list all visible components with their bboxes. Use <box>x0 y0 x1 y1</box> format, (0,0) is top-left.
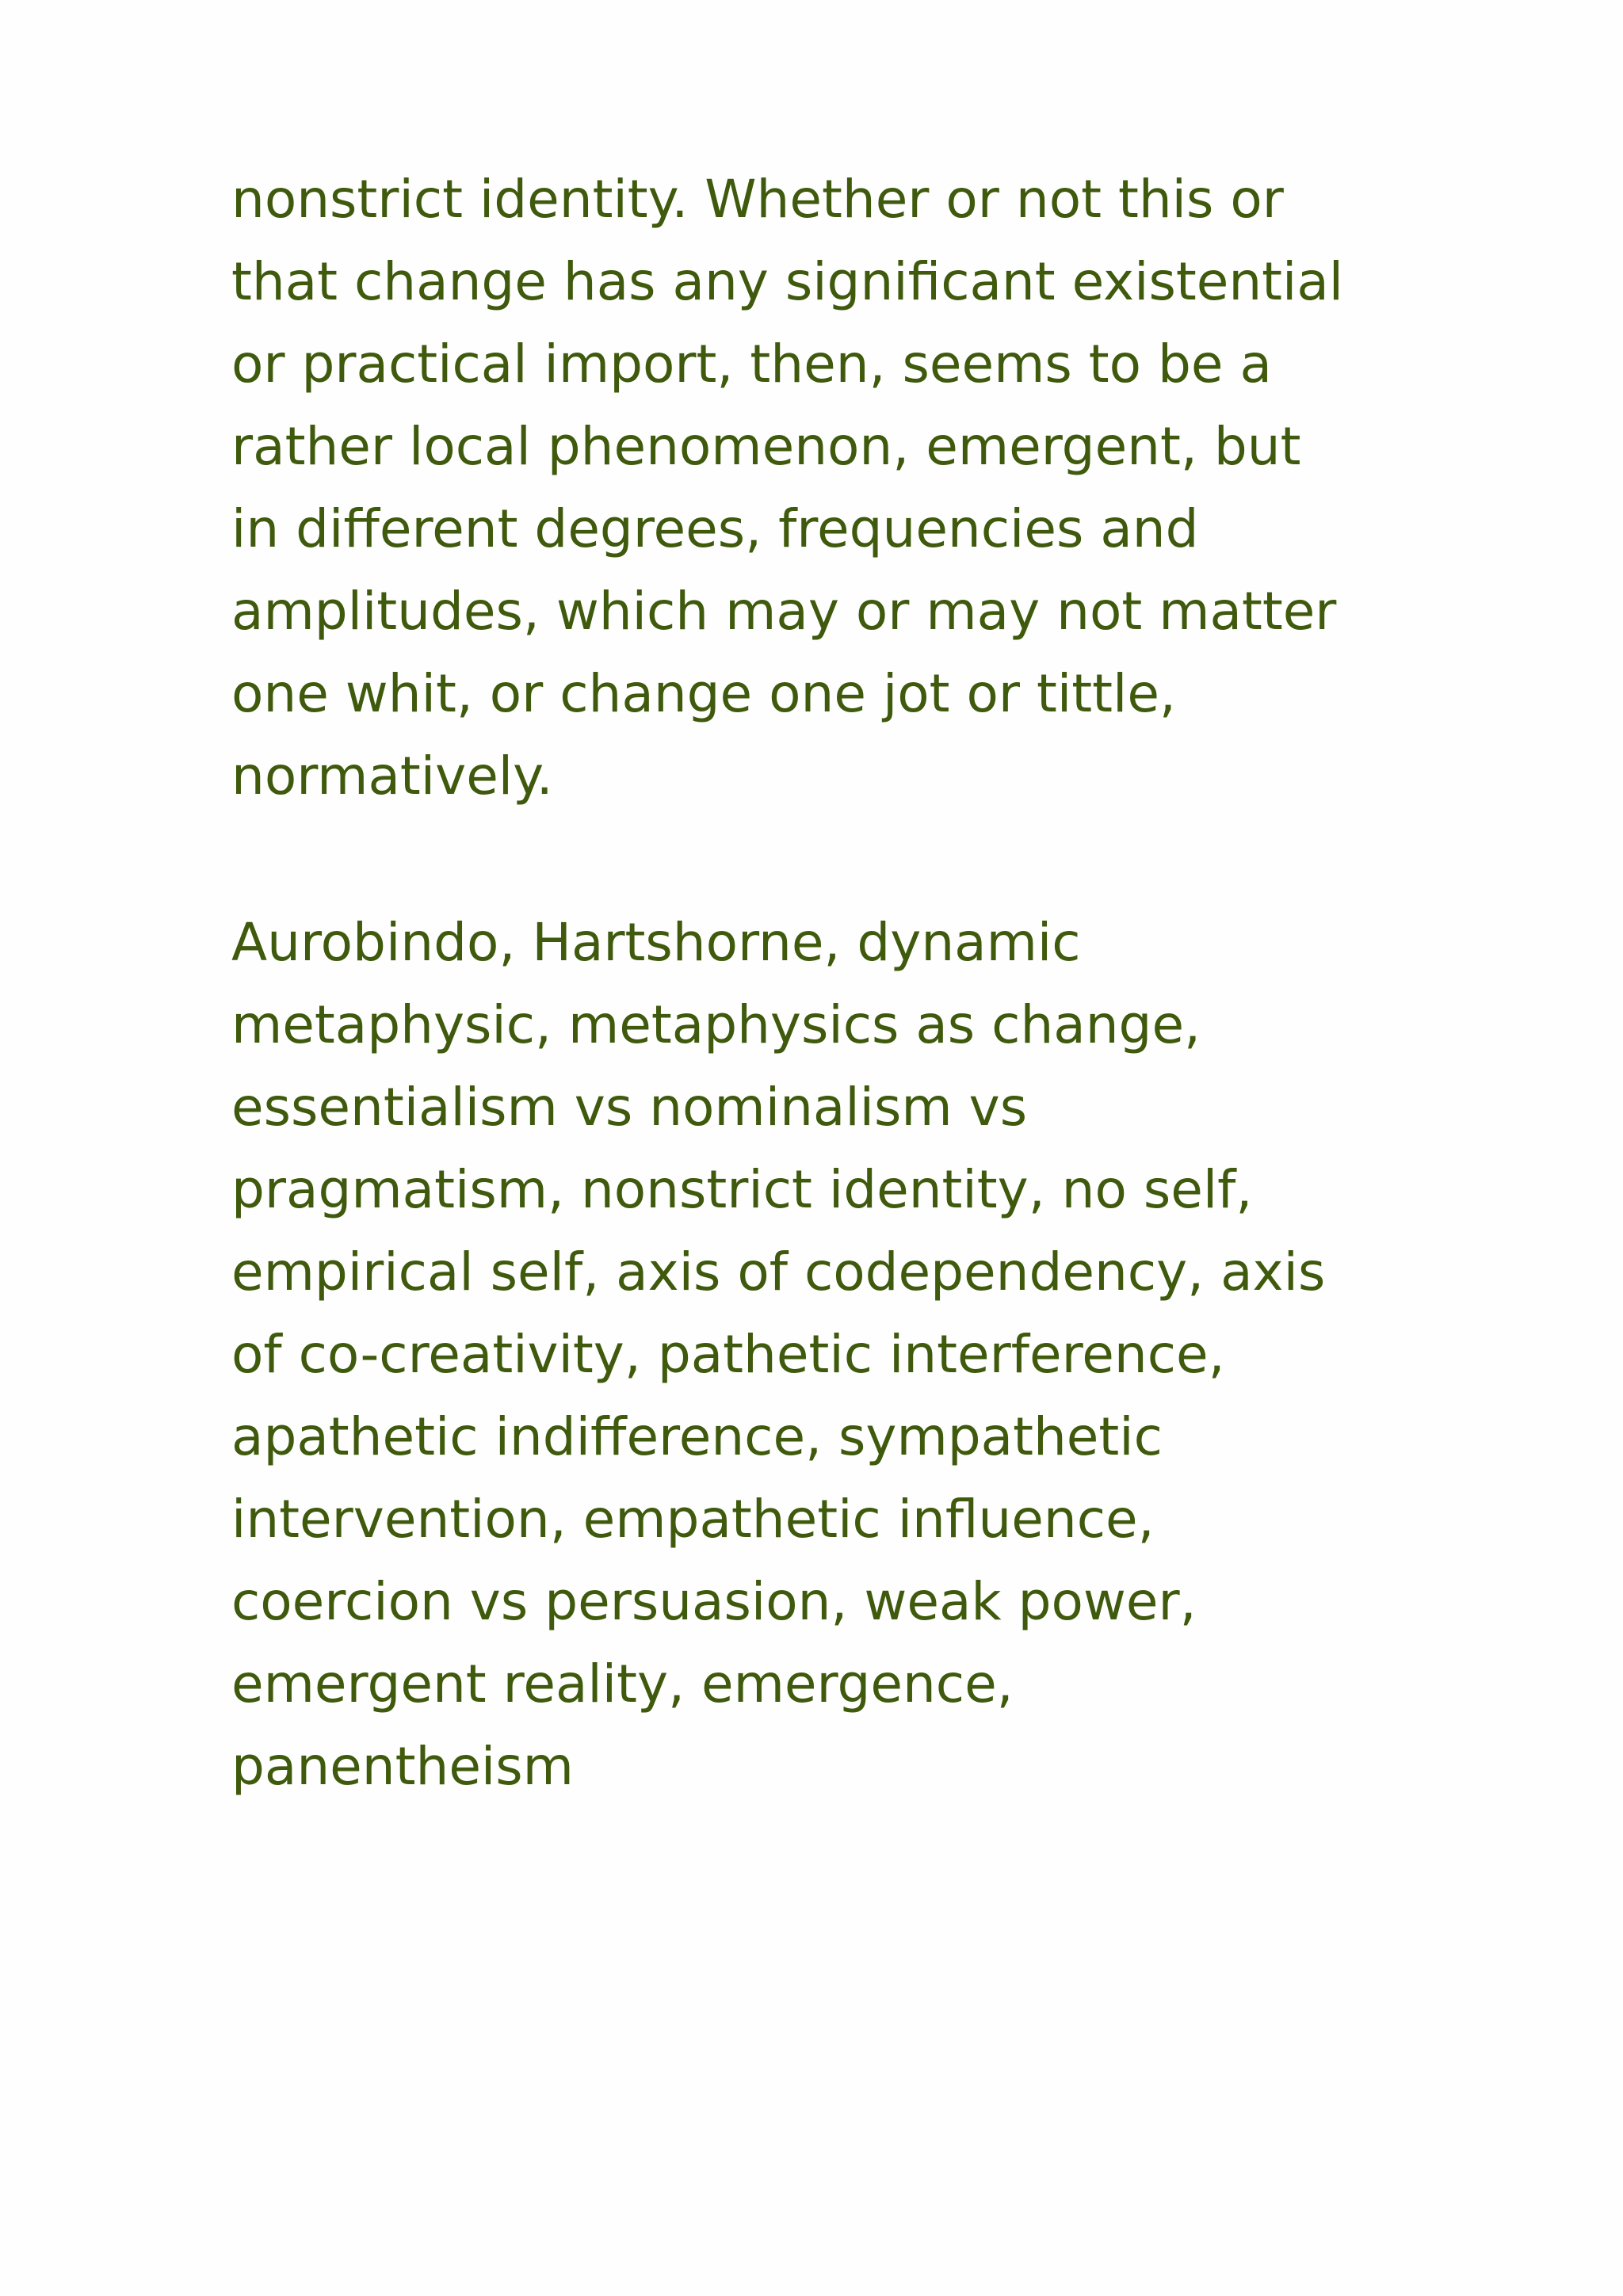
text-line: emergent reality, emergence, <box>231 1653 1014 1714</box>
text-line: intervention, empathetic influence, <box>231 1489 1155 1550</box>
text-line: coercion vs persuasion, weak power, <box>231 1571 1197 1632</box>
text-line: Aurobindo, Hartshorne, dynamic <box>231 912 1081 973</box>
paragraph-closing-text <box>231 158 1468 818</box>
text-line: normatively. <box>231 746 553 807</box>
text-line: panentheism <box>231 1736 574 1797</box>
text-line: of co-creativity, pathetic interference, <box>231 1324 1225 1385</box>
text-line: empirical self, axis of codependency, axis <box>231 1241 1326 1302</box>
text-line: apathetic indifference, sympathetic <box>231 1406 1163 1467</box>
text-line: in different degrees, frequencies and <box>231 498 1199 559</box>
text-line: rather local phenomenon, emergent, but <box>231 416 1301 477</box>
text-line: that change has any significant existential <box>231 251 1344 312</box>
text-line: metaphysic, metaphysics as change, <box>231 994 1201 1055</box>
text-line: or practical import, then, seems to be a <box>231 334 1272 395</box>
text-line: amplitudes, which may or may not matter <box>231 581 1337 642</box>
text-line: nonstrict identity. Whether or not this or <box>231 169 1284 230</box>
text-line: pragmatism, nonstrict identity, no self, <box>231 1159 1253 1220</box>
text-line: one whit, or change one jot or tittle, <box>231 663 1176 724</box>
paragraph-keywords <box>231 902 1468 1808</box>
text-line: essentialism vs nominalism vs <box>231 1077 1028 1138</box>
